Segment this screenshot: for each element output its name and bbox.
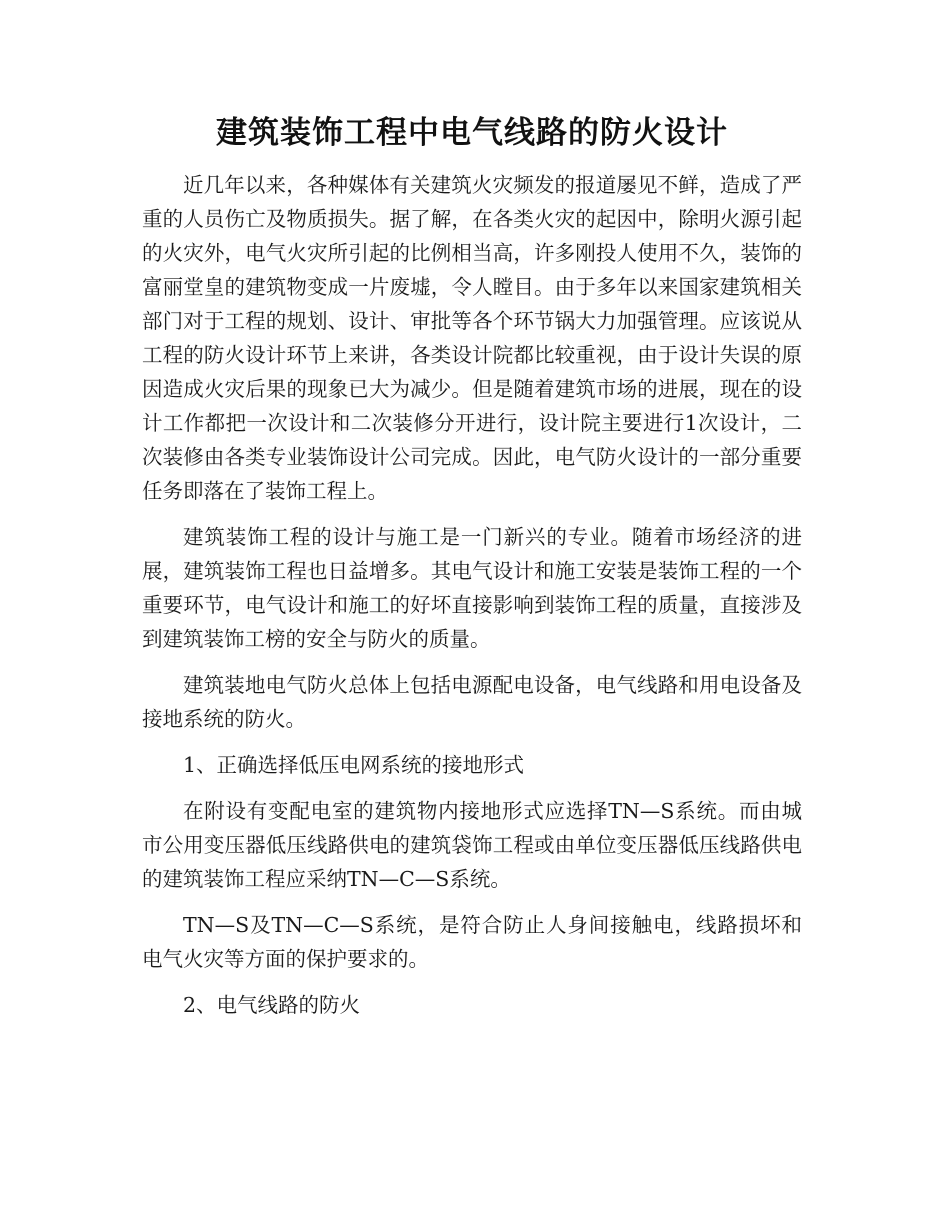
paragraph-intro: 近几年以来，各种媒体有关建筑火灾频发的报道屡见不鲜，造成了严重的人员伤亡及物质损失。据了解，在各类火灾的起因中，除明火源引起的火灾外，电气火灾所引起的比例相当高，许多刚投人使用不久，装饰的富丽堂皇的建筑物变成一片废墟，令人瞠目。由于多年以来国家建筑相关部门对于工程的规划、设计、审批等各个环节锅大力加强管理。应该说从工程的防火设计环节上来讲，各类设计院都比较重视，由于设计失误的原因造成火灾后果的现象已大为减少。但是随着建筑市场的进展，现在的设计工作都把一次设计和二次装修分开进行，设计院主要进行1次设计，二次装修由各类专业装饰设计公司完成。因此，电气防火设计的一部分重要任务即落在了装饰工程上。 — [142, 173, 802, 503]
paragraph-tn-protection: TN—S及TN—C—S系统，是符合防止人身间接触电，线路损坏和电气火灾等方面的保护要求的。 — [142, 913, 802, 971]
section-heading-2: 2、电气线路的防火 — [183, 993, 361, 1017]
document-page — [142, 108, 802, 1034]
paragraph-grounding-system: 在附设有变配电室的建筑物内接地形式应选择TN—S系统。而由城市公用变压器低压线路供电的建筑袋饰工程或由单位变压器低压线路供电的建筑装饰工程应采纳TN—C—S系统。 — [142, 799, 802, 891]
paragraph-decoration-engineering: 建筑装饰工程的设计与施工是一门新兴的专业。随着市场经济的进展，建筑装饰工程也日益增多。其电气设计和施工安装是装饰工程的一个重要环节，电气设计和施工的好坏直接影响到装饰工程的质量，直接涉及到建筑装饰工榜的安全与防火的质量。 — [142, 525, 802, 651]
document-title: 建筑装饰工程中电气线路的防火设计 — [216, 115, 728, 151]
paragraph-fire-scope: 建筑装地电气防火总体上包括电源配电设备，电气线路和用电设备及接地系统的防火。 — [142, 673, 802, 731]
section-heading-1: 1、正确选择低压电网系统的接地形式 — [183, 753, 525, 777]
